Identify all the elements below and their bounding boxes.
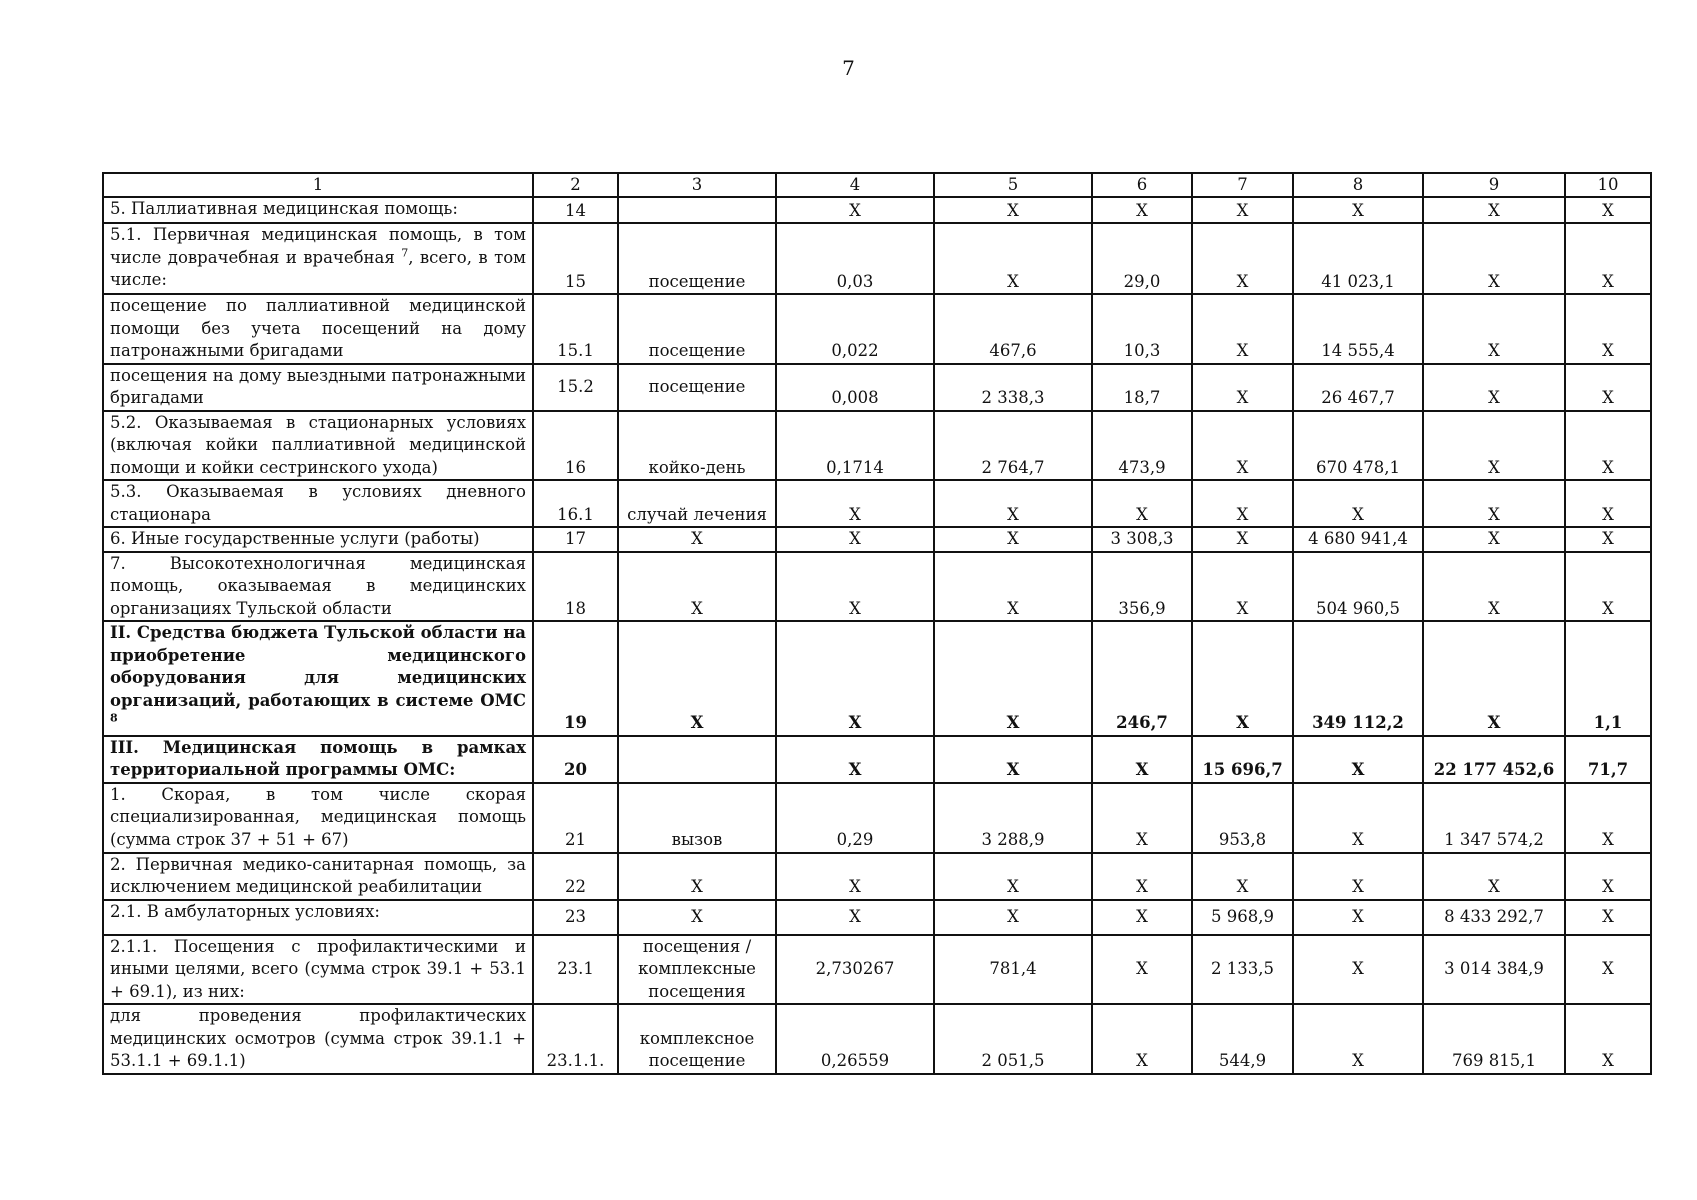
table-cell: 14 [533,197,618,223]
table-cell: Х [934,223,1092,294]
table-cell: 4 680 941,4 [1293,527,1423,552]
table-row [103,480,1651,527]
page-number: 7 [842,56,855,80]
table-cell: 2,730267 [776,935,934,1005]
table-cell: 8 433 292,7 [1423,900,1565,935]
table-cell: Х [1293,197,1423,223]
table-cell: Х [776,552,934,622]
row-label-tail: , всего, в том числе: [110,247,526,289]
table-cell: 18 [533,552,618,622]
table-cell: Х [1423,480,1565,527]
table-cell: вызов [618,783,776,853]
table-cell: Х [1293,480,1423,527]
row-label [103,1004,533,1074]
table-cell: 467,6 [934,294,1092,364]
table-cell: Х [934,900,1092,935]
table-cell: 41 023,1 [1293,223,1423,294]
table-cell: 544,9 [1192,1004,1293,1074]
table-cell: 246,7 [1092,621,1192,736]
table-cell: 22 177 452,6 [1423,736,1565,783]
table-cell: 769 815,1 [1423,1004,1565,1074]
table-cell: Х [618,527,776,552]
header-cell: 9 [1423,173,1565,197]
table-cell: Х [1192,223,1293,294]
header-cell: 10 [1565,173,1651,197]
table-cell: Х [776,736,934,783]
table-row [103,935,1651,1005]
table-cell: Х [934,527,1092,552]
table-cell: Х [618,552,776,622]
table-cell: 22 [533,853,618,900]
row-label-text: 5. Паллиативная медицинская помощь: [110,199,458,218]
table-cell: 23 [533,900,618,935]
table-cell: 2 133,5 [1192,935,1293,1005]
row-label-text: 6. Иные государственные услуги (работы) [110,529,480,548]
table-cell: Х [1423,552,1565,622]
table-cell: 15 696,7 [1192,736,1293,783]
table-cell: 349 112,2 [1293,621,1423,736]
table-cell: 1 347 574,2 [1423,783,1565,853]
table-cell: Х [1565,552,1651,622]
table-row [103,621,1651,736]
table-cell: 10,3 [1092,294,1192,364]
row-label-text: 5.2. Оказываемая в стационарных условиях (включая койки паллиативной медицинской помощи и койки сестринского ухода) [110,412,526,477]
table-cell: Х [1192,853,1293,900]
table-cell: 21 [533,783,618,853]
table-cell: Х [934,552,1092,622]
table-cell: Х [618,900,776,935]
header-cell: 2 [533,173,618,197]
row-label [103,552,533,622]
header-cell: 5 [934,173,1092,197]
table-cell: 20 [533,736,618,783]
table-cell: 23.1.1. [533,1004,618,1074]
table-cell: Х [1565,900,1651,935]
table-cell: 356,9 [1092,552,1192,622]
row-label-text: 7. Высокотехнологичная медицинская помощь, оказываемая в медицинских организациях Тульской области [110,553,526,618]
table-cell: 16.1 [533,480,618,527]
table-row [103,1004,1651,1074]
table-cell: 1,1 [1565,621,1651,736]
table-cell: Х [1423,527,1565,552]
table-cell: Х [1423,223,1565,294]
table-cell: Х [1192,621,1293,736]
table-row [103,294,1651,364]
table-cell: Х [934,480,1092,527]
table-cell: посещение [618,294,776,364]
table-cell: Х [934,853,1092,900]
table-cell: 0,1714 [776,411,934,481]
table-cell: Х [1192,197,1293,223]
table-cell: Х [1423,411,1565,481]
row-label [103,621,533,736]
table-cell: Х [934,621,1092,736]
table-cell: посещения / комплексные посещения [618,935,776,1005]
table-cell: посещение [618,364,776,411]
table-cell: 781,4 [934,935,1092,1005]
row-label-text: 2. Первичная медико-санитарная помощь, за исключением медицинской реабилитации [110,854,526,896]
table-cell: Х [1192,411,1293,481]
table-cell: Х [1565,364,1651,411]
table-cell: Х [618,853,776,900]
table-row [103,552,1651,622]
table-cell: 2 051,5 [934,1004,1092,1074]
row-label [103,411,533,481]
table-cell: Х [1565,411,1651,481]
table-cell: 16 [533,411,618,481]
table-cell: Х [1092,900,1192,935]
row-label [103,364,533,411]
table-cell: Х [934,197,1092,223]
table-cell: Х [776,853,934,900]
table-cell: 15.1 [533,294,618,364]
table-cell: Х [1192,364,1293,411]
header-cell: 6 [1092,173,1192,197]
table-cell: Х [1565,527,1651,552]
table-cell: 0,03 [776,223,934,294]
table-cell: 0,008 [776,364,934,411]
table-cell [618,736,776,783]
table-cell: Х [1293,900,1423,935]
table-row [103,223,1651,294]
table-cell: Х [1423,853,1565,900]
table-cell: Х [1293,935,1423,1005]
table-cell: Х [1092,480,1192,527]
header-row [103,173,1651,197]
table-cell: Х [1293,783,1423,853]
table-row [103,853,1651,900]
table-cell: Х [1565,853,1651,900]
table-cell: 14 555,4 [1293,294,1423,364]
table-cell: Х [1092,197,1192,223]
table-cell: Х [1293,736,1423,783]
row-label [103,197,533,223]
footnote-marker: 8 [110,711,118,725]
row-label-text: 2.1. В амбулаторных условиях: [110,901,380,921]
table-cell [618,197,776,223]
table-cell: Х [1565,783,1651,853]
header-cell: 8 [1293,173,1423,197]
table-cell: 15.2 [533,364,618,411]
row-label [103,736,533,783]
table-cell: 19 [533,621,618,736]
row-label [103,480,533,527]
table-cell: посещение [618,223,776,294]
table-cell: Х [1092,1004,1192,1074]
table-cell: 15 [533,223,618,294]
table-cell: Х [776,527,934,552]
table-cell: Х [1092,853,1192,900]
table-cell: Х [1192,552,1293,622]
table-row [103,527,1651,552]
table-cell: комплексное посещение [618,1004,776,1074]
table-cell: Х [776,621,934,736]
row-label-text: II. Средства бюджета Тульской области на приобретение медицинского оборудования для медицинских организаций, работающих в системе ОМС [110,623,526,710]
header-cell: 3 [618,173,776,197]
table-cell: Х [934,736,1092,783]
row-label [103,527,533,552]
table-cell: 26 467,7 [1293,364,1423,411]
table-cell: Х [776,900,934,935]
table-cell: Х [1565,935,1651,1005]
table-cell: Х [1192,294,1293,364]
row-label-text: 2.1.1. Посещения с профилактическими и иными целями, всего (сумма строк 39.1 + 53.1 + 69.1), из них: [110,936,526,1001]
table-cell: Х [1293,853,1423,900]
table-cell: 0,022 [776,294,934,364]
table-cell: Х [1423,621,1565,736]
table-cell: 17 [533,527,618,552]
data-table [102,172,1652,1075]
table-row [103,783,1651,853]
table-cell: Х [1192,480,1293,527]
table-cell: 3 014 384,9 [1423,935,1565,1005]
row-label-text: посещения на дому выездными патронажными бригадами [110,365,526,407]
header-cell: 4 [776,173,934,197]
table-cell: 473,9 [1092,411,1192,481]
row-label [103,294,533,364]
footnote-marker: 7 [401,246,409,259]
row-label-text: 1. Скорая, в том числе скорая специализированная, медицинская помощь (сумма строк 37 + 51 + 67) [110,784,526,849]
table-cell: 0,29 [776,783,934,853]
table-cell: Х [1565,480,1651,527]
table-cell: 18,7 [1092,364,1192,411]
table-cell: 2 338,3 [934,364,1092,411]
table-row [103,736,1651,783]
table-cell: 504 960,5 [1293,552,1423,622]
header-cell: 1 [103,173,533,197]
table-cell: 29,0 [1092,223,1192,294]
table-cell: Х [776,197,934,223]
row-label [103,935,533,1005]
table-cell: Х [1192,527,1293,552]
table-cell: 5 968,9 [1192,900,1293,935]
table-cell: Х [1423,294,1565,364]
row-label [103,783,533,853]
table-cell: Х [1565,294,1651,364]
row-label [103,223,533,294]
header-cell: 7 [1192,173,1293,197]
table-cell: 71,7 [1565,736,1651,783]
table-cell: 953,8 [1192,783,1293,853]
table-cell: 23.1 [533,935,618,1005]
table-cell: случай лечения [618,480,776,527]
table-cell: Х [1092,783,1192,853]
row-label-text: 5.1. Первичная медицинская помощь, в том числе доврачебная и врачебная [110,225,526,267]
row-label [103,900,533,935]
table-row [103,197,1651,223]
table-row [103,900,1651,935]
table-cell: Х [1092,935,1192,1005]
row-label [103,853,533,900]
table-cell: Х [776,480,934,527]
table-cell: Х [1565,1004,1651,1074]
table-cell: койко-день [618,411,776,481]
table-cell: 0,26559 [776,1004,934,1074]
table-cell: 670 478,1 [1293,411,1423,481]
table-cell: Х [1092,736,1192,783]
row-label-text: III. Медицинская помощь в рамках территориальной программы ОМС: [110,737,526,779]
table-row [103,411,1651,481]
table-cell: Х [1293,1004,1423,1074]
table-cell: Х [1565,197,1651,223]
table-row [103,364,1651,411]
row-label-text: посещение по паллиативной медицинской помощи без учета посещений на дому патронажными бригадами [110,296,526,360]
row-label-text: для проведения профилактических медицинских осмотров (сумма строк 39.1.1 + 53.1.1 + 69.1.1) [110,1006,526,1070]
table-cell: Х [618,621,776,736]
row-label-text: 5.3. Оказываемая в условиях дневного стационара [110,482,526,524]
table-cell: 3 308,3 [1092,527,1192,552]
table-cell: 2 764,7 [934,411,1092,481]
table-cell: Х [1423,197,1565,223]
table-cell: 3 288,9 [934,783,1092,853]
table-cell: Х [1565,223,1651,294]
table-cell: Х [1423,364,1565,411]
